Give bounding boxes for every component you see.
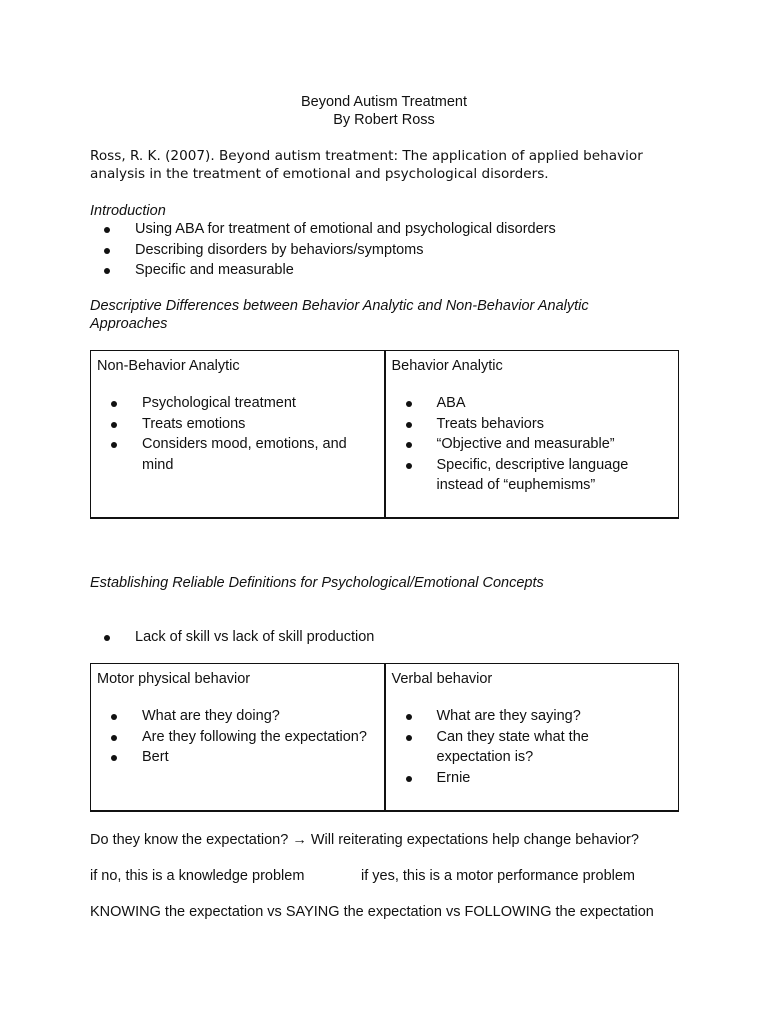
- list-item: Treats emotions: [97, 414, 378, 435]
- final-line: KNOWING the expectation vs SAYING the expectation vs FOLLOWING the expectation: [90, 904, 654, 920]
- differences-table: [90, 350, 679, 519]
- list-item: Treats behaviors: [392, 414, 673, 435]
- citation: Ross, R. K. (2007). Beyond autism treatment: The application of applied behavior analysis in the treatment of emotional and psychological disorders.: [90, 148, 643, 182]
- cell-title: Verbal behavior: [391, 671, 493, 687]
- list-item: Ernie: [392, 768, 673, 789]
- author-line: By Robert Ross: [333, 112, 435, 128]
- cell-list: [97, 393, 378, 475]
- list-item: Describing disorders by behaviors/symptoms: [90, 240, 690, 261]
- motor-behavior-cell: [91, 664, 385, 812]
- cell-list: [392, 393, 673, 496]
- differences-heading: Descriptive Differences between Behavior Analytic and Non-Behavior Analytic Approaches: [90, 298, 589, 332]
- if-yes-text: if yes, this is a motor performance problem: [361, 868, 635, 884]
- document-title: Beyond Autism Treatment: [300, 94, 468, 110]
- list-item: What are they doing?: [97, 706, 378, 727]
- cell-list: [392, 706, 673, 788]
- title-block: [0, 93, 768, 129]
- cell-list: [97, 706, 378, 768]
- list-item: Using ABA for treatment of emotional and psychological disorders: [90, 219, 690, 240]
- list-item: Are they following the expectation?: [97, 727, 378, 748]
- list-item: What are they saying?: [392, 706, 673, 727]
- cell-title: Motor physical behavior: [97, 671, 251, 687]
- list-item: Bert: [97, 747, 378, 768]
- definitions-heading: Establishing Reliable Definitions for Psychological/Emotional Concepts: [90, 575, 544, 591]
- introduction-list: [90, 219, 690, 281]
- list-item: Psychological treatment: [97, 393, 378, 414]
- list-item: Considers mood, emotions, and mind: [97, 434, 378, 475]
- non-behavior-analytic-cell: [91, 351, 385, 519]
- verbal-behavior-cell: [385, 664, 679, 812]
- definitions-list: [90, 627, 690, 648]
- if-no-text: if no, this is a knowledge problem: [90, 868, 305, 884]
- list-item: “Objective and measurable”: [392, 434, 673, 455]
- list-item: Specific, descriptive language instead of “euphemisms”: [392, 455, 673, 496]
- question-line: Do they know the expectation? → Will reiterating expectations help change behavior?: [90, 832, 639, 848]
- behavior-types-table: [90, 663, 679, 812]
- cell-title: Behavior Analytic: [391, 358, 503, 374]
- introduction-heading: Introduction: [90, 203, 166, 219]
- cell-title: Non-Behavior Analytic: [97, 358, 240, 374]
- list-item: Can they state what the expectation is?: [392, 727, 673, 768]
- list-item: Lack of skill vs lack of skill production: [90, 627, 690, 648]
- list-item: ABA: [392, 393, 673, 414]
- list-item: Specific and measurable: [90, 260, 690, 281]
- behavior-analytic-cell: [385, 351, 679, 519]
